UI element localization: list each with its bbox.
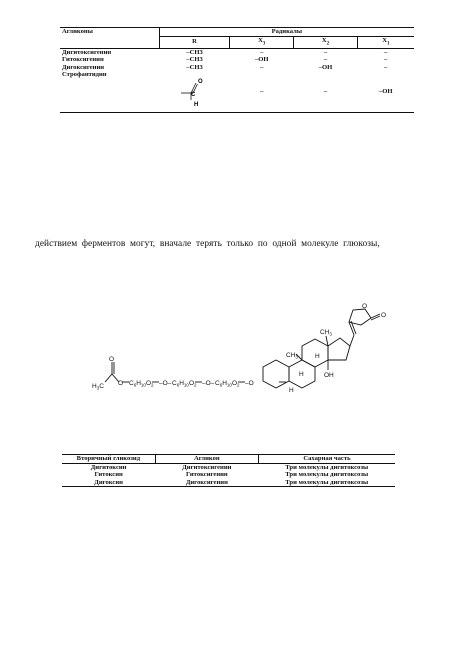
header-r: R: [159, 36, 230, 48]
table-row: [62, 471, 395, 479]
radical-x2: –OH: [318, 63, 333, 71]
aglycone-name: Дигитоксигенин: [182, 463, 232, 471]
c9-hydrogen-label: H: [299, 371, 304, 378]
radical-x1: –OH: [378, 87, 393, 95]
table-row: [62, 463, 395, 471]
table-row: [60, 48, 414, 56]
body-sentence: действием ферментов могут, вначале терять только по одной молекуле глюкозы,: [35, 239, 380, 249]
radical-r: –CH3: [186, 48, 203, 56]
glycoside-name: Гитоксин: [94, 471, 123, 479]
header-x1: $X_1$: [357, 36, 414, 48]
ester-oxygen-label: O: [118, 380, 124, 387]
radical-x3: –: [260, 63, 264, 71]
header-x3: $X_3$: [230, 36, 294, 48]
radical-x3: –: [260, 87, 264, 95]
aglycone-name: Дигоксигенин: [62, 63, 105, 71]
radical-r: –CH3: [186, 56, 203, 64]
radical-x2: –: [323, 87, 328, 95]
sugar-1-label: $C_6H_{10}O_2$: [129, 380, 154, 388]
radical-x1: –: [384, 48, 388, 56]
header-aglycone: Агликон: [155, 455, 258, 464]
header-secondary-glycoside: Вторичный гликозид: [76, 455, 141, 462]
radical-x2: –: [323, 48, 328, 56]
lactone-ring-oxygen-label: O: [362, 303, 368, 310]
radical-x3: –OH: [254, 56, 269, 64]
aglycone-name: Гитоксигенин: [62, 56, 104, 64]
radical-r: –CH3: [186, 63, 203, 71]
aldehyde-C: C: [190, 92, 195, 99]
radical-x3: –: [260, 48, 264, 56]
aglycone-name: Дигоксигенин: [185, 478, 228, 486]
acetyl-oxygen-label: O: [109, 356, 115, 363]
header-sugar-part: Сахарная часть: [258, 455, 395, 464]
aglycone-name: Гитоксигенин: [185, 471, 228, 479]
sugar-part: Три молекулы дигитоксозы: [285, 478, 369, 486]
glycoside-name: Дигоксин: [94, 478, 123, 486]
secondary-glycoside-table: [62, 454, 395, 487]
sugar-2-label: $C_6H_{10}O_2$: [172, 380, 197, 388]
aglycone-radicals-table: [60, 27, 414, 113]
glycoside-name: Дигитоксин: [90, 463, 127, 471]
c10-methyl-label: $CH_3$: [286, 352, 298, 360]
aldehyde-O: O: [197, 79, 203, 86]
radical-x1: –: [384, 63, 388, 71]
acetyl-methyl-label: $H_3C$: [92, 383, 104, 391]
table-row: [60, 71, 414, 112]
c8-hydrogen-label: H: [315, 353, 320, 360]
table-row: [60, 64, 414, 72]
sugar-part: Три молекулы дигитоксозы: [285, 463, 369, 471]
table-row: [62, 479, 395, 487]
table-row: [60, 56, 414, 64]
aldehyde-group: [159, 71, 230, 112]
radical-x1: –: [384, 56, 388, 64]
aldehyde-H: H: [193, 102, 198, 109]
header-radicals: Радикалы: [159, 28, 414, 37]
aglycone-name: Дигитоксигенин: [62, 48, 112, 56]
link-oxygen-label: –O–: [159, 380, 172, 387]
sugar-part: Три молекулы дигитоксозы: [285, 471, 369, 479]
header-x2: $X_2$: [294, 36, 358, 48]
c14-hydroxyl-label: OH: [324, 372, 334, 379]
sugar-3-label: $C_6H_{10}O_2$: [215, 380, 240, 388]
c5-hydrogen-label: H: [289, 387, 294, 394]
c13-methyl-label: $CH_3$: [320, 329, 332, 337]
radical-x2: –: [323, 56, 328, 64]
glycoside-structure-diagram: [88, 300, 408, 410]
header-aglycones: Агликоны: [62, 28, 93, 36]
link-oxygen-label: –O: [245, 380, 254, 387]
lactone-carbonyl-oxygen-label: O: [381, 312, 387, 319]
aldehyde-structure: [175, 71, 215, 109]
link-oxygen-label: –O–: [202, 380, 215, 387]
aglycone-name: Строфантидин: [62, 71, 107, 79]
